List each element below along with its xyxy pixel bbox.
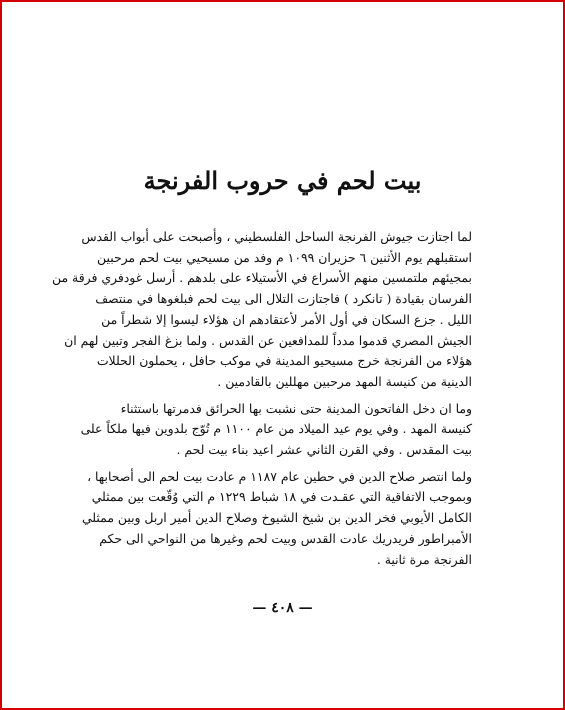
text-line: الليل . جزع السكان في أول الأمر لأعتقادهم ان هؤلاء ليسوا إلا شطراً من [101, 311, 472, 327]
text-line: الفرسان بقيادة ( تانكرد ) فاجتازت التلال الى بيت لحم فبلغوها في منتصف [95, 291, 472, 307]
text-line: استقبلهم يوم الأثنين ٦ حزيران ١٠٩٩ م وفد من مسيحيي بيت لحم مرحبين [97, 249, 472, 265]
text-line: وبموجب الاتفاقية التي عقـدت في ١٨ شباط ١٢٢٩ م التي وُقّعت بين ممثلي [91, 489, 472, 505]
text-line: الدينية من كنيسة المهد مرحبين مهللين بالقادمين . [217, 373, 472, 389]
text-line: لما اجتازت جيوش الفرنجة الساحل الفلسطيني ، وأصبحت على أبواب القدس [81, 229, 472, 244]
text-line: الكامل الأيوبي فخر الدين بن شيخ الشيوخ وصلاح الدين أمير اربل وبين ممثلي [81, 510, 472, 526]
paragraph-3 [81, 467, 472, 571]
page-title: بيت لحم في حروب الفرنجة [143, 166, 422, 195]
text-line: بيت المقدس . وفي القرن الثاني عشر اعيد بناء بيت لحم . [176, 442, 472, 458]
body-text [52, 227, 472, 570]
paragraph-2 [80, 399, 472, 461]
text-line: هؤلاء من الفرنجة خرج مسيحيو المدينة في موكب حافل ، يحملون الحللات [96, 353, 472, 369]
text-line: الجيش المصري قدموا مدداً للمدافعين عن القدس . ولما بزغ الفجر وتبين لهم ان [64, 332, 472, 348]
text-line: ولما انتصر صلاح الدين في حطين عام ١١٨٧ م عادت بيت لحم الى أصحابها ، [87, 468, 472, 484]
paragraph-1 [52, 227, 472, 393]
text-line: الأمبراطور فريدريك عادت القدس وبيت لحم وغيرها من النواحي الى حكم [99, 530, 472, 546]
text-line: الفرنجة مرة ثانية . [376, 551, 472, 567]
page-number: — ٤٠٨ — [252, 600, 313, 616]
text-line: وما ان دخل الفاتحون المدينة حتى نشبت بها الحرائق فدمرتها باستثناء [120, 400, 472, 416]
text-line: كنيسة المهد . وفي يوم عيد الميلاد من عام ١١٠٠ م تُوّج بلدوين فيها ملكاً على [80, 421, 472, 437]
text-line: بمجيئهم ملتمسين منهم الأسراع في الأستيلاء على بلدهم . أرسل غودفري فرقة من [52, 270, 472, 286]
